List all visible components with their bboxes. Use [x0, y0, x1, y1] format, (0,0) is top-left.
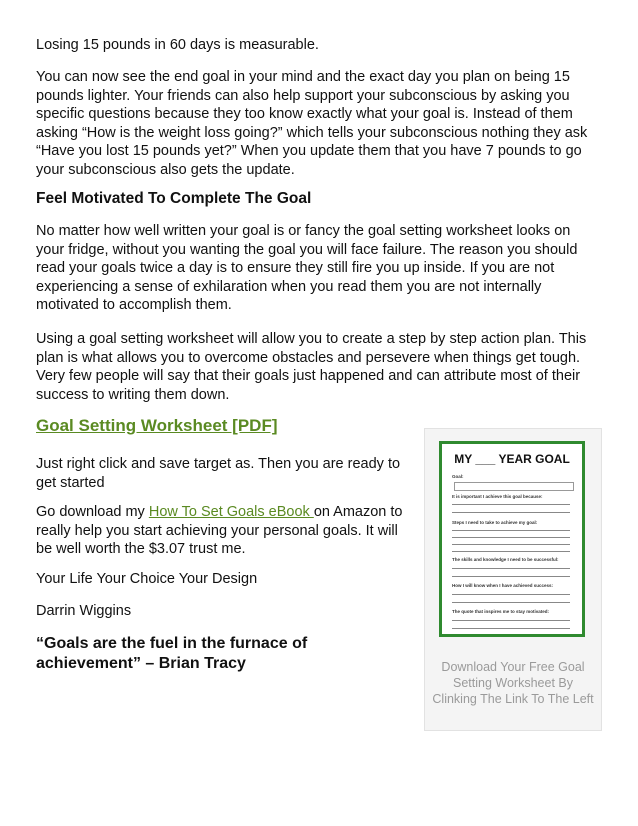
paragraph-tagline: Your Life Your Choice Your Design	[36, 571, 258, 587]
ebook-text-after: on Amazon to really help you start achieving your personal goals. It will be well worth the $3.07 trust me.	[36, 504, 403, 558]
thumbnail-line	[452, 576, 570, 577]
figure-caption: Download Your Free Goal Setting Worksheet By Clinking The Link To The Left	[432, 660, 594, 706]
paragraph-ebook	[36, 503, 416, 559]
paragraph-end-goal: You can now see the end goal in your mind and the exact day you plan on being 15 pounds lighter. Your friends can also help support your subconscious by asking you specific questions because they too know exactly what your goal is. Instead of them asking “How is the weight loss going?” which tells your subconscious nothing they ask “Have you lost 15 pounds yet?” When you update them that you have 7 pounds to go your subconscious also gets the update.	[36, 69, 588, 178]
thumbnail-line	[452, 504, 570, 505]
ebook-text-before: Go download my	[36, 504, 149, 520]
thumbnail-line	[452, 594, 570, 595]
author-name: Darrin Wiggins	[36, 603, 132, 619]
quote: “Goals are the fuel in the furnace of achievement” – Brian Tracy	[36, 635, 308, 672]
worksheet-figure	[424, 428, 602, 731]
paragraph-save-target: Just right click and save target as. Then you are ready to get started	[36, 456, 401, 491]
worksheet-thumbnail[interactable]	[439, 441, 585, 637]
heading-feel-motivated: Feel Motivated To Complete The Goal	[36, 190, 312, 207]
thumbnail-label-important: It is important I achieve this goal because:	[452, 494, 543, 499]
paragraph-measurable: Losing 15 pounds in 60 days is measurable.	[36, 37, 319, 53]
thumbnail-label-skills: The skills and knowledge I need to be successful:	[452, 557, 559, 562]
paragraph-motivation: No matter how well written your goal is or fancy the goal setting worksheet looks on your fridge, without you wanting the goal you will face failure. The reason you should read your goals twice a day is to ensure they still fire you up inside. If you are not experiencing a sense of exhilaration when you read them you are not internally motivated to accomplish them.	[36, 223, 578, 314]
thumbnail-line	[452, 568, 570, 569]
thumbnail-goal-box	[454, 482, 574, 491]
thumbnail-line	[452, 620, 570, 621]
worksheet-pdf-link[interactable]: Goal Setting Worksheet [PDF]	[36, 416, 278, 435]
thumbnail-line	[452, 530, 570, 531]
thumbnail-title: MY ___ YEAR GOAL	[454, 452, 570, 466]
thumbnail-label-goal: Goal:	[452, 474, 464, 479]
thumbnail-line	[452, 551, 570, 552]
thumbnail-line	[452, 537, 570, 538]
thumbnail-line	[452, 544, 570, 545]
thumbnail-line	[452, 628, 570, 629]
thumbnail-label-success: How I will know when I have achieved success:	[452, 583, 554, 588]
thumbnail-line	[452, 602, 570, 603]
paragraph-action-plan: Using a goal setting worksheet will allow you to create a step by step action plan. This plan is what allows you to overcome obstacles and persevere when things get tough. Very few people will say that their goals just happened and can attribute most of their success to writing them down.	[36, 331, 587, 403]
ebook-link[interactable]: How To Set Goals eBook	[148, 504, 314, 520]
thumbnail-label-quote: The quote that inspires me to stay motivated:	[452, 609, 550, 614]
thumbnail-line	[452, 512, 570, 513]
thumbnail-label-steps: Steps I need to take to achieve my goal:	[452, 520, 538, 525]
